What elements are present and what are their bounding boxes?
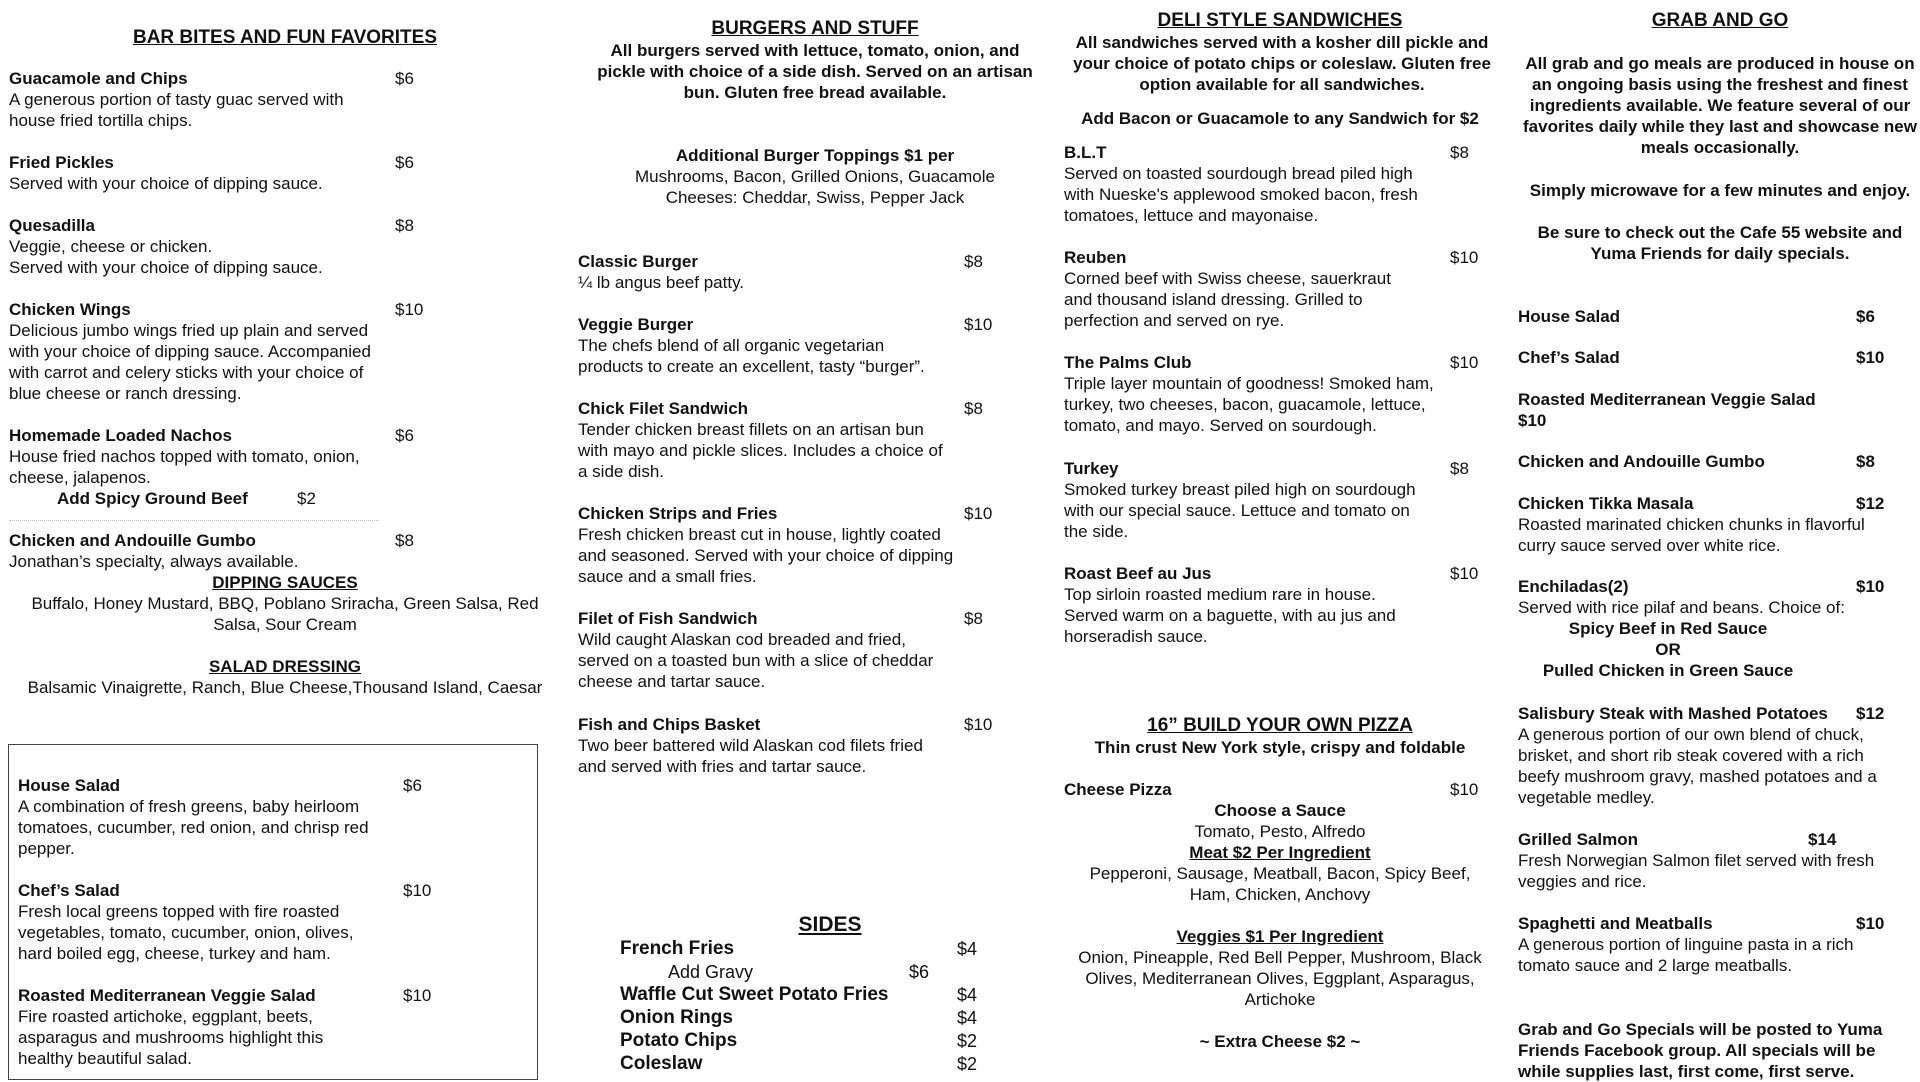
pizza-title: 16” BUILD YOUR OWN PIZZA <box>1147 715 1413 736</box>
item-name: Filet of Fish Sandwich <box>578 609 758 628</box>
grab-item-name: Roasted Mediterranean Veggie Salad <box>1518 390 1816 409</box>
item-name: Chick Filet Sandwich <box>578 399 749 418</box>
menu-item <box>9 425 569 488</box>
cheese-pizza-name: Cheese Pizza <box>1064 780 1172 799</box>
grab-item-description: Roasted marinated chicken chunks in flavorful curry sauce served over white rice. <box>1518 515 1865 555</box>
grab-footer: Grab and Go Specials will be posted to Yuma Friends Facebook group. All specials will be while supplies last, first come, first serve. <box>1518 1020 1883 1081</box>
item-name: Chicken Strips and Fries <box>578 504 778 523</box>
item-price: $6 <box>395 69 414 88</box>
grab-item-price: $10 <box>1856 577 1885 596</box>
menu-item <box>9 68 569 131</box>
item-name: Chef’s Salad <box>18 881 120 900</box>
item-description: The chefs blend of all organic vegetarian products to create an excellent, tasty “burger”. <box>578 336 925 376</box>
item-description: Fresh chicken breast cut in house, lightly coated and seasoned. Served with your choice of dipping sauce and a small fries. <box>578 525 954 586</box>
salad-dressing-title: SALAD DRESSING <box>208 657 362 676</box>
toppings-line: Cheeses: Cheddar, Swiss, Pepper Jack <box>665 188 965 207</box>
item-name: Quesadilla <box>9 216 95 235</box>
meat-title: Meat $2 Per Ingredient <box>1189 843 1371 862</box>
item-name: Guacamole and Chips <box>9 69 188 88</box>
grab-item-price: $6 <box>1856 307 1875 326</box>
grab-intro: Be sure to check out the Cafe 55 website and Yuma Friends for daily specials. <box>1537 223 1903 263</box>
item-name: Roasted Mediterranean Veggie Salad <box>18 986 316 1005</box>
side-name: Add Gravy <box>668 962 754 982</box>
grab-item-name: Spaghetti and Meatballs <box>1518 914 1713 933</box>
item-description: Triple layer mountain of goodness! Smoked ham, turkey, two cheeses, bacon, guacamole, lettuce, tomato, and mayo. Served on sourdough. <box>1064 374 1434 435</box>
item-description: Jonathan’s specialty, always available. <box>9 552 299 571</box>
item-description: Top sirloin roasted medium rare in house. Served warm on a baguette, with au jus and horseradish sauce. <box>1064 585 1396 646</box>
grab-item-name: Chicken Tikka Masala <box>1518 494 1694 513</box>
grab-item-description: A generous portion of our own blend of chuck, brisket, and short rib steak covered with a rich beefy mushroom gravy, mashed potatoes and a vegetable medley. <box>1518 725 1877 807</box>
menu-item <box>578 503 1048 587</box>
item-name: Roast Beef au Jus <box>1064 564 1212 583</box>
sauce-title: Choose a Sauce <box>1214 801 1346 820</box>
meat-text: Pepperoni, Sausage, Meatball, Bacon, Spicy Beef, Ham, Chicken, Anchovy <box>1089 864 1471 904</box>
menu-item <box>9 152 569 194</box>
side-price: $4 <box>957 939 978 959</box>
item-name: Veggie Burger <box>578 315 694 334</box>
grab-item-price: $12 <box>1856 704 1885 723</box>
item-price: $10 <box>403 881 432 900</box>
addon-price: $2 <box>297 489 316 508</box>
item-description: A combination of fresh greens, baby heirloom tomatoes, cucumber, red onion, and chrisp red pepper. <box>18 797 369 858</box>
item-price: $10 <box>1450 564 1479 583</box>
menu-item <box>1064 142 1504 226</box>
menu-item <box>18 985 528 1069</box>
item-name: B.L.T <box>1064 143 1107 162</box>
item-price: $10 <box>1450 353 1479 372</box>
sides-title: SIDES <box>798 913 862 936</box>
side-price: $2 <box>957 1054 978 1074</box>
item-name: Classic Burger <box>578 252 698 271</box>
cheese-pizza-price: $10 <box>1450 780 1479 799</box>
deli-title: DELI STYLE SANDWICHES <box>1157 10 1403 31</box>
item-price: $8 <box>395 531 414 550</box>
deli-intro: All sandwiches served with a kosher dill pickle and your choice of potato chips or coleslaw. Gluten free option available for all sandwiches. <box>1073 33 1491 94</box>
dipping-sauces-title: DIPPING SAUCES <box>212 573 358 592</box>
item-description: Served on toasted sourdough bread piled high with Nueske's applewood smoked bacon, fresh tomatoes, lettuce and mayonaise. <box>1064 164 1418 225</box>
grab-item-description: Fresh Norwegian Salmon filet served with fresh veggies and rice. <box>1518 851 1875 891</box>
item-description: Veggie, cheese or chicken. Served with your choice of dipping sauce. <box>9 237 323 277</box>
grab-item-price: $10 <box>1856 914 1885 933</box>
side-price: $6 <box>909 962 930 982</box>
side-name: French Fries <box>620 938 735 959</box>
side-name: Coleslaw <box>620 1053 703 1074</box>
item-name: Fried Pickles <box>9 153 114 172</box>
grab-item-name: Grilled Salmon <box>1518 830 1638 849</box>
item-price: $8 <box>395 216 414 235</box>
item-description: Two beer battered wild Alaskan cod filets fried and served with fries and tartar sauce. <box>578 736 923 776</box>
side-name: Waffle Cut Sweet Potato Fries <box>620 984 889 1005</box>
dipping-sauces-text: Buffalo, Honey Mustard, BBQ, Poblano Sriracha, Green Salsa, Red Salsa, Sour Cream <box>31 594 539 634</box>
item-name: The Palms Club <box>1064 353 1192 372</box>
veggies-title: Veggies $1 Per Ingredient <box>1176 927 1384 946</box>
grab-item-name: House Salad <box>1518 307 1621 326</box>
side-price: $4 <box>957 985 978 1005</box>
side-name: Potato Chips <box>620 1030 738 1051</box>
item-description: Served with your choice of dipping sauce. <box>9 174 323 193</box>
grab-item-price: $12 <box>1856 494 1885 513</box>
grab-item-description: A generous portion of linguine pasta in a rich tomato sauce and 2 large meatballs. <box>1518 935 1854 975</box>
burgers-title: BURGERS AND STUFF <box>711 18 919 39</box>
grab-item-name: Salisbury Steak with Mashed Potatoes <box>1518 704 1828 723</box>
item-description: Fresh local greens topped with fire roasted vegetables, tomato, cucumber, onion, olives, hard boiled egg, cheese, turkey and ham. <box>18 902 354 963</box>
item-description: Tender chicken breast fillets on an artisan bun with mayo and pickle slices. Includes a choice of a side dish. <box>578 420 943 481</box>
deli-addon: Add Bacon or Guacamole to any Sandwich for $2 <box>1081 109 1479 128</box>
item-price: $6 <box>403 776 422 795</box>
item-name: Homemade Loaded Nachos <box>9 426 232 445</box>
item-description: A generous portion of tasty guac served with house fried tortilla chips. <box>9 90 344 130</box>
salads-box <box>8 744 538 1080</box>
item-price: $10 <box>964 715 993 734</box>
grab-intro: All grab and go meals are produced in house on an ongoing basis using the freshest and finest ingredients available. We feature several of our favorites daily while they last and showcase new meals occasionally. <box>1523 54 1917 157</box>
toppings-line: Mushrooms, Bacon, Grilled Onions, Guacamole <box>635 167 995 186</box>
grab-item-name: Enchiladas(2) <box>1518 577 1629 596</box>
menu-item <box>578 398 1048 482</box>
sauce-text: Tomato, Pesto, Alfredo <box>1194 822 1366 841</box>
grab-item-price: $10 <box>1856 348 1885 367</box>
item-price: $10 <box>964 315 993 334</box>
grab-intro: Simply microwave for a few minutes and enjoy. <box>1529 181 1911 200</box>
enchilada-or: OR <box>1655 640 1681 659</box>
enchilada-option: Spicy Beef in Red Sauce <box>1568 619 1768 638</box>
grab-item-price: $10 <box>1518 411 1547 430</box>
menu-item <box>1064 458 1504 542</box>
item-name: Chicken and Andouille Gumbo <box>9 531 256 550</box>
item-price: $8 <box>964 609 983 628</box>
item-price: $10 <box>1450 248 1479 267</box>
grab-item-name: Chef’s Salad <box>1518 348 1620 367</box>
menu-item <box>578 608 1048 692</box>
salad-dressing-text: Balsamic Vinaigrette, Ranch, Blue Cheese,Thousand Island, Caesar <box>27 678 543 697</box>
item-price: $10 <box>964 504 993 523</box>
grab-item-description: Served with rice pilaf and beans. Choice of: <box>1518 598 1845 617</box>
veggies-text: Onion, Pineapple, Red Bell Pepper, Mushroom, Black Olives, Mediterranean Olives, Eggplant, Asparagus, Artichoke <box>1078 948 1482 1009</box>
menu-item <box>1064 247 1504 331</box>
divider <box>9 520 379 521</box>
enchilada-option: Pulled Chicken in Green Sauce <box>1542 661 1794 680</box>
bar-bites-title: BAR BITES AND FUN FAVORITES <box>132 27 437 48</box>
item-name: House Salad <box>18 776 121 795</box>
item-description: Delicious jumbo wings fried up plain and served with your choice of dipping sauce. Accompanied with carrot and celery sticks with your choice of blue cheese or ranch dressing. <box>9 321 371 403</box>
item-price: $10 <box>395 300 424 319</box>
menu-item <box>18 775 528 859</box>
item-price: $6 <box>395 426 414 445</box>
item-price: $8 <box>964 399 983 418</box>
item-name: Chicken Wings <box>9 300 131 319</box>
extra-cheese: ~ Extra Cheese $2 ~ <box>1199 1032 1361 1051</box>
addon-label: Add Spicy Ground Beef <box>57 489 248 508</box>
side-name: Onion Rings <box>620 1007 733 1028</box>
grab-item-name: Chicken and Andouille Gumbo <box>1518 452 1765 471</box>
menu-item <box>18 880 528 964</box>
item-price: $8 <box>1450 143 1469 162</box>
item-description: Fire roasted artichoke, eggplant, beets, asparagus and mushrooms highlight this healthy beautiful salad. <box>18 1007 324 1068</box>
item-description: Smoked turkey breast piled high on sourdough with our special sauce. Lettuce and tomato on the side. <box>1064 480 1416 541</box>
side-price: $2 <box>957 1031 978 1051</box>
item-name: Reuben <box>1064 248 1127 267</box>
item-description: Corned beef with Swiss cheese, sauerkraut and thousand island dressing. Grilled to perfection and served on rye. <box>1064 269 1391 330</box>
item-name: Fish and Chips Basket <box>578 715 761 734</box>
grab-item-price: $8 <box>1856 452 1875 471</box>
menu-item <box>9 215 569 278</box>
menu-item <box>578 714 1048 777</box>
menu-item <box>9 299 569 404</box>
burgers-intro: All burgers served with lettuce, tomato, onion, and pickle with choice of a side dish. Served on an artisan bun. Gluten free bread available. <box>597 41 1033 102</box>
item-description: House fried nachos topped with tomato, onion, cheese, jalapenos. <box>9 447 360 487</box>
item-price: $8 <box>964 252 983 271</box>
side-price: $4 <box>957 1008 978 1028</box>
item-price: $6 <box>395 153 414 172</box>
grab-item-price: $14 <box>1808 830 1837 849</box>
menu-item <box>578 251 1048 293</box>
pizza-subtitle: Thin crust New York style, crispy and foldable <box>1094 738 1466 757</box>
menu-item <box>1064 352 1504 436</box>
menu-item <box>9 530 569 572</box>
menu-item <box>1064 563 1504 647</box>
item-price: $10 <box>403 986 432 1005</box>
item-description: Wild caught Alaskan cod breaded and fried, served on a toasted bun with a slice of cheddar cheese and tartar sauce. <box>578 630 934 691</box>
toppings-title: Additional Burger Toppings $1 per <box>675 146 955 165</box>
item-name: Turkey <box>1064 459 1119 478</box>
item-price: $8 <box>1450 459 1469 478</box>
item-description: ¼ lb angus beef patty. <box>578 273 745 292</box>
grab-title: GRAB AND GO <box>1651 10 1789 31</box>
menu-item <box>578 314 1048 377</box>
